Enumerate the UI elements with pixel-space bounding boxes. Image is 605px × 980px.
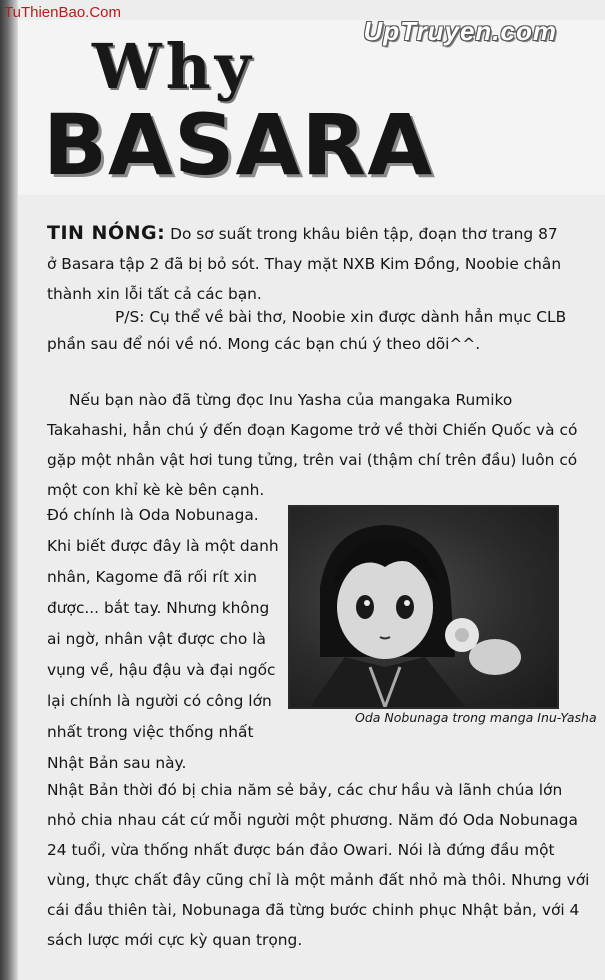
paragraph-nobunaga: Đó chính là Oda Nobunaga. Khi biết được đây là một danh nhân, Kagome đã rối rít xin được... bắt tay. Nhưng không ai ngờ, nhân vật được cho là vụng về, hậu đậu và đại ngốc lại chính là người có công lớn nhất trong việc thống nhất Nhật Bản sau này.: [47, 506, 279, 772]
news-paragraph: [47, 218, 567, 309]
scan-edge-shadow: [0, 0, 18, 980]
manga-illustration: [288, 505, 559, 709]
image-caption: Oda Nobunaga trong manga Inu-Yasha: [355, 710, 597, 725]
news-label: TIN NÓNG:: [47, 222, 166, 244]
title-basara: BASARA: [43, 96, 434, 194]
news-text: Do sơ suất trong khâu biên tập, đoạn thơ trang 87 ở Basara tập 2 đã bị bỏ sót. Thay mặt NXB Kim Đồng, Noobie chân thành xin lỗi tất cả các bạn.: [47, 225, 562, 303]
watermark-right: UpTruyen.com: [363, 16, 557, 46]
title-why: Why: [92, 30, 255, 103]
paragraph-intro: [47, 385, 592, 505]
paragraph-intro-text: Nếu bạn nào đã từng đọc Inu Yasha của mangaka Rumiko Takahashi, hẳn chú ý đến đoạn Kagome trở về thời Chiến Quốc và có gặp một nhân vật hơi tung tửng, trên vai (thậm chí trên đầu) luôn có một con khỉ kè kè bên cạnh.: [47, 391, 578, 499]
ps-text: P/S: Cụ thể về bài thơ, Noobie xin được dành hẳn mục CLB phần sau để nói về nó. Mong các bạn chú ý theo dõi^^.: [47, 308, 567, 353]
manga-illustration-art: [290, 507, 557, 707]
ps-paragraph: [47, 304, 577, 358]
paragraph-history: Nhật Bản thời đó bị chia năm sẻ bảy, các chư hầu và lãnh chúa lớn nhỏ chia nhau cát cứ mỗi người một phương. Năm đó Oda Nobunaga 24 tuổi, vừa thống nhất được bán đảo Owari. Nói là đứng đầu một vùng, thực chất đây cũng chỉ là một mảnh đất nhỏ mà thôi. Nhưng với cái đầu thiên tài, Nobunaga đã từng bước chinh phục Nhật bản, với 4 sách lược mới cực kỳ quan trọng.: [47, 781, 590, 949]
watermark-left: TuThienBao.Com: [4, 4, 121, 21]
